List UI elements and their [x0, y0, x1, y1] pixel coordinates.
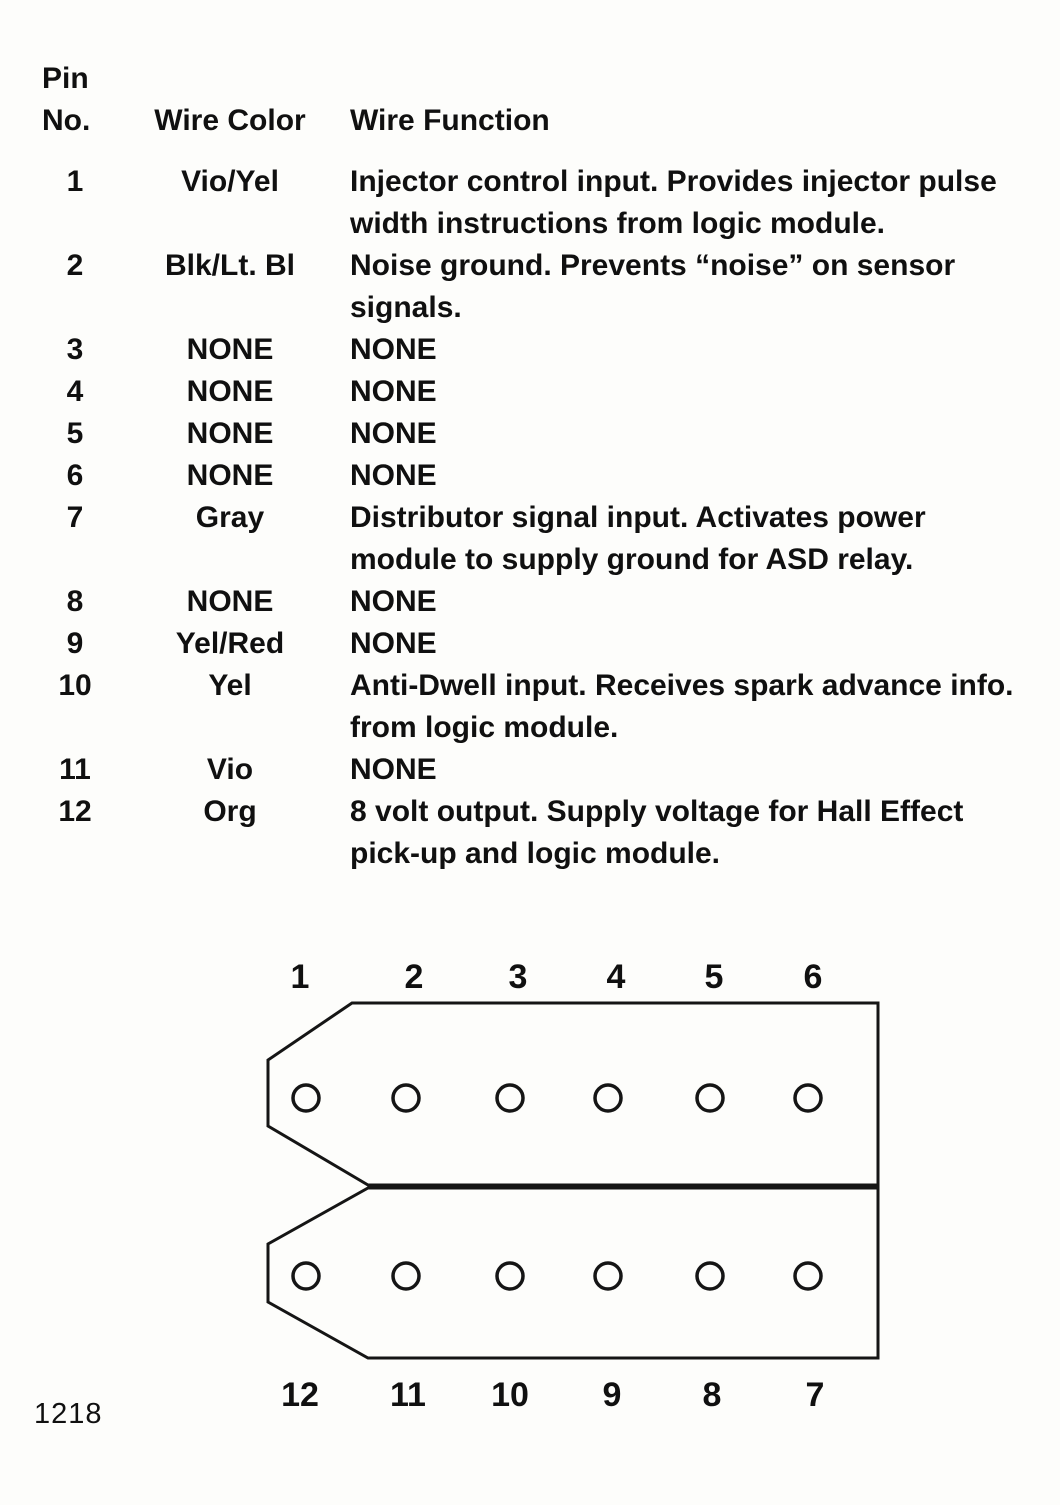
pin-number: 1: [66, 165, 84, 198]
header-wire-color: Wire Color: [154, 104, 306, 137]
connector-pin-number-bottom: 8: [702, 1376, 722, 1414]
table-row: [40, 497, 1020, 581]
pin-hole: [795, 1085, 821, 1111]
table-row: [40, 161, 1020, 245]
table-row: [40, 581, 1020, 623]
wire-color: Gray: [195, 501, 265, 534]
pin-number: 5: [66, 417, 84, 450]
pin-hole: [293, 1263, 319, 1289]
pin-number: 3: [66, 333, 84, 366]
pin-number: 10: [58, 669, 92, 702]
wire-function: Injector control input. Provides injector pulse width instructions from logic module.: [350, 165, 997, 240]
header-pin-no: [40, 58, 110, 142]
wire-function: NONE: [350, 459, 437, 492]
table-row: [40, 371, 1020, 413]
pin-number: 6: [66, 459, 84, 492]
wire-function: Distributor signal input. Activates power module to supply ground for ASD relay.: [350, 501, 926, 576]
table-row: [40, 413, 1020, 455]
header-wire-function: Wire Function: [350, 104, 550, 137]
pin-hole: [795, 1263, 821, 1289]
pin-number: 11: [59, 753, 91, 786]
wire-function: NONE: [350, 375, 437, 408]
wire-color: NONE: [186, 459, 274, 492]
wire-function: 8 volt output. Supply voltage for Hall Effect pick-up and logic module.: [350, 795, 964, 870]
connector-pin-number-bottom: 11: [390, 1376, 426, 1414]
wire-color: NONE: [186, 333, 274, 366]
wire-function: NONE: [350, 753, 437, 786]
table-row: [40, 665, 1020, 749]
pin-number: 8: [66, 585, 84, 618]
header-pin-line1: Pin: [42, 62, 89, 95]
table-row: [40, 329, 1020, 371]
connector-pin-number-top: 6: [803, 958, 823, 996]
wire-color: Vio: [206, 753, 254, 786]
wire-function: Noise ground. Prevents “noise” on sensor signals.: [350, 249, 956, 324]
connector-pin-number-top: 3: [508, 958, 528, 996]
connector-pin-number-top: 4: [606, 958, 626, 996]
pin-hole: [595, 1085, 621, 1111]
wire-function: NONE: [350, 333, 437, 366]
wire-color: Blk/Lt. Bl: [164, 249, 295, 282]
table-row: [40, 791, 1020, 875]
pin-number: 9: [66, 627, 84, 660]
pin-hole: [293, 1085, 319, 1111]
figure-number: 1218: [34, 1398, 103, 1430]
wire-function: NONE: [350, 627, 437, 660]
wire-color: NONE: [186, 417, 274, 450]
connector-upper-shell: [268, 1003, 878, 1185]
pin-hole: [393, 1263, 419, 1289]
connector-diagram: [0, 938, 1060, 1418]
table-header-row: [40, 58, 1020, 142]
wire-function: NONE: [350, 585, 437, 618]
connector-pin-number-top: 2: [404, 958, 424, 996]
wire-color: NONE: [186, 585, 274, 618]
table-row: [40, 749, 1020, 791]
wire-function: NONE: [350, 417, 437, 450]
pin-number: 4: [66, 375, 84, 408]
wire-color: NONE: [186, 375, 274, 408]
connector-pin-number-top: 1: [290, 958, 310, 996]
pin-hole: [697, 1263, 723, 1289]
pin-hole: [595, 1263, 621, 1289]
connector-pin-number-bottom: 9: [602, 1376, 622, 1414]
connector-pin-number-bottom: 7: [805, 1376, 825, 1414]
wire-function: Anti-Dwell input. Receives spark advance info. from logic module.: [350, 669, 1014, 744]
pin-hole: [393, 1085, 419, 1111]
wire-color: Org: [203, 795, 257, 828]
connector-pin-number-top: 5: [704, 958, 724, 996]
table-row: [40, 623, 1020, 665]
header-pin-line2: No.: [42, 104, 91, 137]
pin-number: 7: [66, 501, 84, 534]
wire-color: Yel/Red: [175, 627, 285, 660]
pinout-table: [40, 58, 1020, 875]
pin-number: 12: [58, 795, 92, 828]
connector-lower-shell: [268, 1188, 878, 1358]
wire-color: Vio/Yel: [181, 165, 279, 198]
wire-color: Yel: [208, 669, 252, 702]
pin-hole: [497, 1263, 523, 1289]
pin-number: 2: [66, 249, 84, 282]
table-row: [40, 245, 1020, 329]
pin-hole: [697, 1085, 723, 1111]
connector-pin-number-bottom: 10: [491, 1376, 529, 1414]
pin-hole: [497, 1085, 523, 1111]
connector-pin-number-bottom: 12: [281, 1376, 319, 1414]
table-row: [40, 455, 1020, 497]
